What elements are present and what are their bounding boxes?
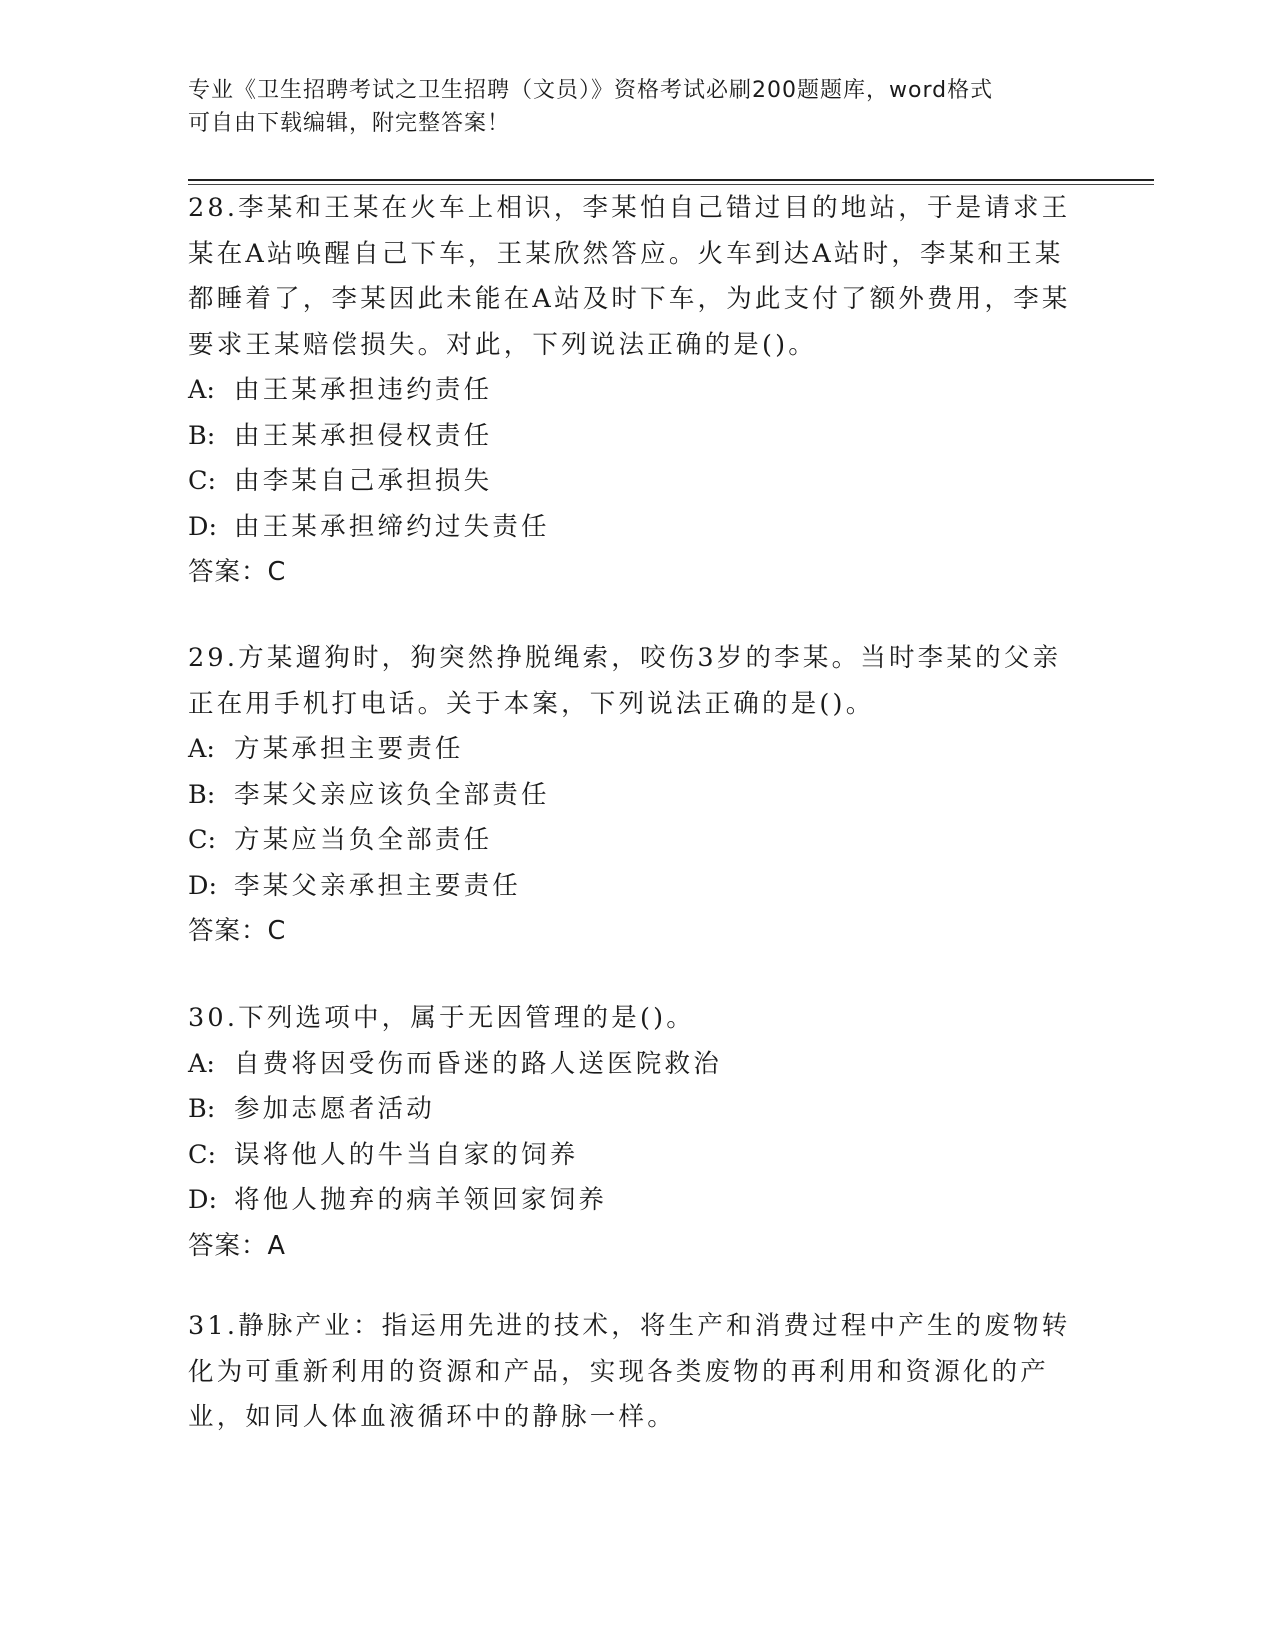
header-rule-thin [188,184,1154,185]
option-letter: D: [188,511,218,542]
option-text: 由李某自己承担损失 [234,466,493,496]
header-line-2: 可自由下载编辑，附完整答案！ [188,111,511,136]
question-30 [188,996,722,1269]
option-text: 由王某承担侵权责任 [234,420,493,451]
question-text: 30.下列选项中，属于无因管理的是()。 [188,1003,695,1033]
option-text: 误将他人的牛当自家的饲养 [234,1139,579,1170]
answer-line: 答案：A [188,1230,286,1261]
option-letter: B: [188,779,216,810]
question-28 [188,186,1088,596]
option-d [188,1178,722,1224]
option-text: 由王某承担缔约过失责任 [234,511,550,542]
option-letter: C: [188,1139,217,1170]
option-d [188,864,1088,910]
option-text: 自费将因受伤而昏迷的路人送医院救治 [234,1048,722,1079]
option-letter: A: [188,1048,216,1079]
question-29 [188,636,1088,955]
option-text: 李某父亲应该负全部责任 [234,779,550,810]
option-letter: C: [188,825,217,855]
option-letter: D: [188,870,218,901]
option-b [188,414,1088,460]
header-rule-thick [188,179,1154,181]
option-text: 方某应当负全部责任 [234,825,493,855]
answer-line: 答案：C [188,916,287,946]
answer-line: 答案：C [188,557,287,587]
option-letter: B: [188,420,216,451]
option-text: 由王某承担违约责任 [234,375,493,405]
question-text: 31.静脉产业：指运用先进的技术，将生产和消费过程中产生的废物转化为可重新利用的资源和产品，实现各类废物的再利用和资源化的产业，如同人体血液循环中的静脉一样。 [188,1311,1071,1432]
option-d [188,505,1088,551]
option-text: 参加志愿者活动 [234,1094,435,1124]
question-text: 28.李某和王某在火车上相识，李某怕自己错过目的地站，于是请求王某在A站唤醒自己下车，王某欣然答应。火车到达A站时，李某和王某都睡着了，李某因此未能在A站及时下车，为此支付了额外费用，李某要求王某赔偿损失。对此，下列说法正确的是()。 [188,193,1071,360]
option-a [188,368,1088,414]
option-c [188,818,1088,864]
option-letter: D: [188,1185,218,1215]
option-letter: A: [188,375,216,405]
option-a [188,727,1088,773]
option-letter: C: [188,466,217,496]
question-text: 29.方某遛狗时，狗突然挣脱绳索，咬伤3岁的李某。当时李某的父亲正在用手机打电话。关于本案，下列说法正确的是()。 [188,643,1062,719]
option-b [188,1087,722,1133]
header-line-1: 专业《卫生招聘考试之卫生招聘（文员）》资格考试必刷200题题库，word格式 [188,78,994,103]
option-a [188,1042,722,1088]
option-c [188,1133,722,1179]
page-header [188,74,1088,140]
option-b [188,773,1088,819]
question-31 [188,1304,1088,1441]
option-text: 方某承担主要责任 [234,734,464,764]
option-letter: A: [188,734,216,764]
option-letter: B: [188,1094,216,1124]
option-c [188,459,1088,505]
option-text: 李某父亲承担主要责任 [234,870,522,901]
option-text: 将他人抛弃的病羊领回家饲养 [234,1185,608,1215]
